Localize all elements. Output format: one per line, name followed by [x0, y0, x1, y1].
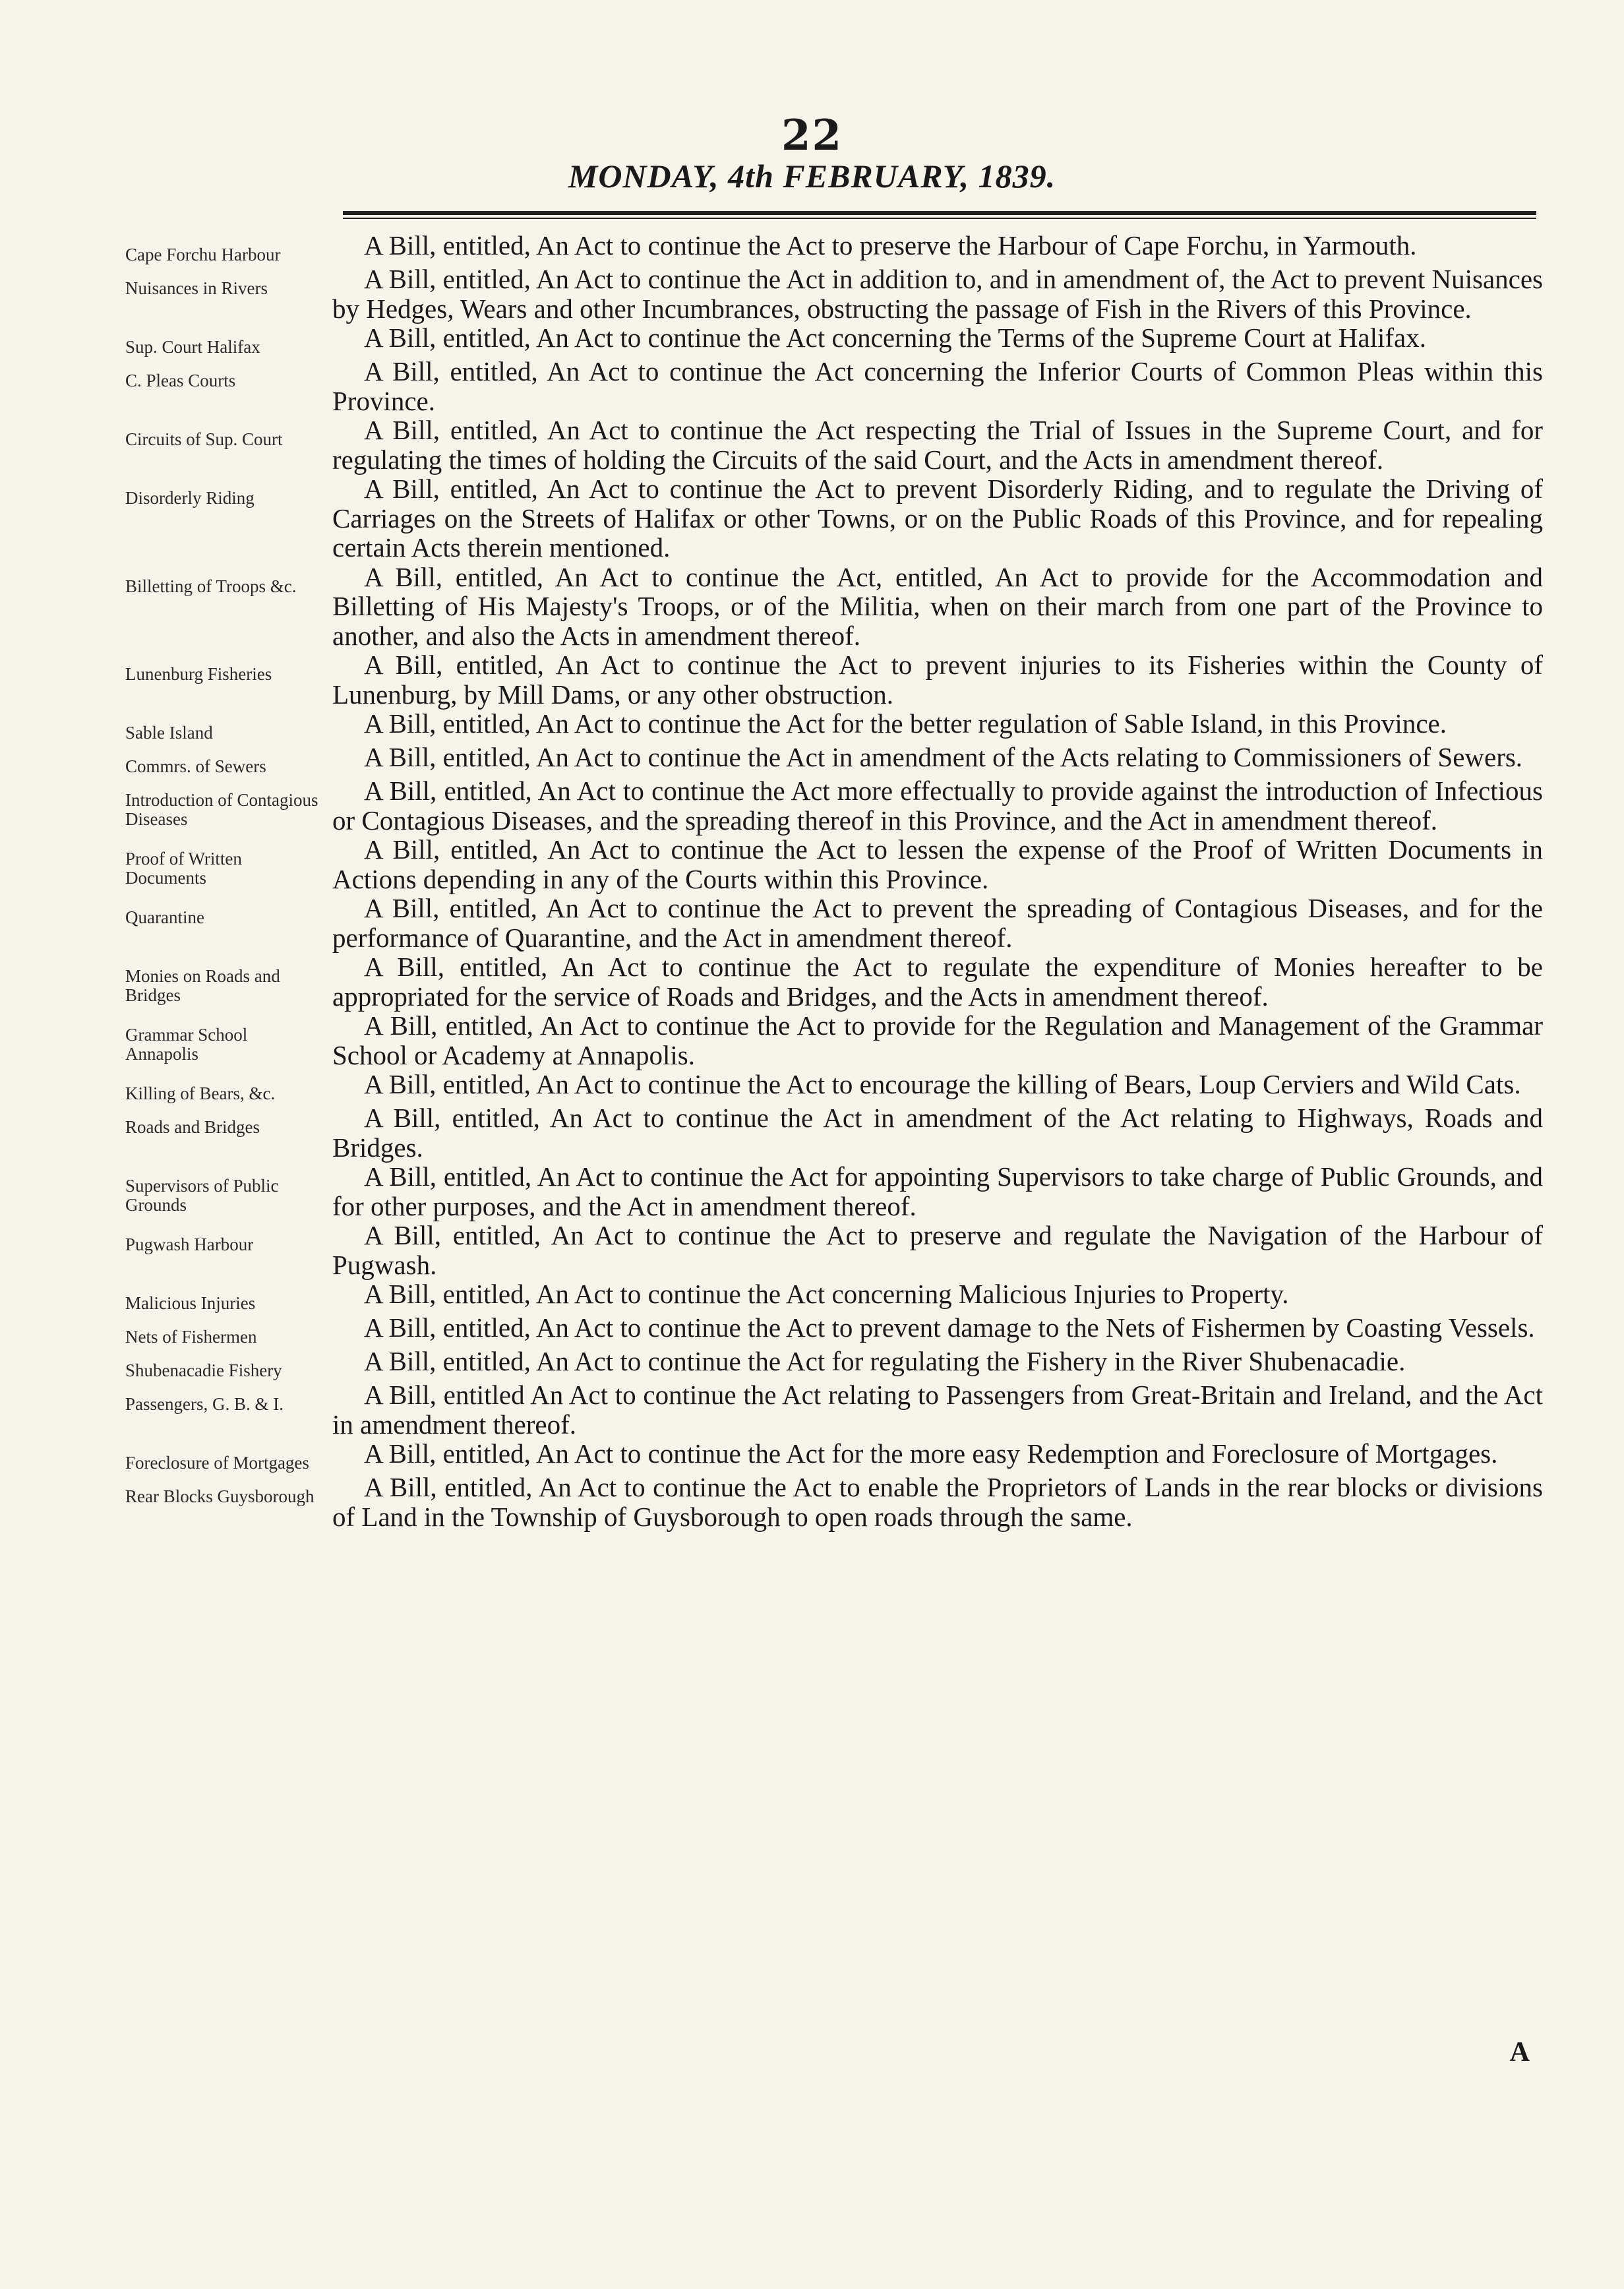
- margin-note: Nuisances in Rivers: [125, 278, 268, 298]
- bill-entry: [125, 1439, 1543, 1473]
- bill-entry: [125, 894, 1543, 952]
- bill-text: A Bill, entitled, An Act to continue the Act for regulating the Fishery in the River Shubenacadie.: [364, 1346, 1406, 1376]
- bill-text: A Bill, entitled, An Act to continue the Act concerning the Terms of the Supreme Court at Halifax.: [364, 322, 1426, 353]
- margin-note: Introduction of Contagious Diseases: [125, 790, 318, 829]
- bill-entry: [125, 1070, 1543, 1103]
- bill-text: A Bill, entitled, An Act to continue the Act in amendment of the Acts relating to Commissioners of Sewers.: [364, 742, 1523, 772]
- bill-text: A Bill, entitled, An Act to continue the Act for appointing Supervisors to take charge of Public Grounds, and for other purposes, and the Act in amendment thereof.: [332, 1161, 1543, 1221]
- date-heading: MONDAY, 4th FEBRUARY, 1839.: [568, 158, 1056, 195]
- bill-entry: [125, 474, 1543, 563]
- bill-entry: [125, 1279, 1543, 1313]
- bill-text: A Bill, entitled, An Act to continue the Act to lessen the expense of the Proof of Written Documents in Actions depending in any of the Courts within this Province.: [332, 834, 1543, 894]
- bill-entry: [125, 952, 1543, 1011]
- margin-note: Passengers, G. B. & I.: [125, 1394, 284, 1414]
- header-rule-thick: [343, 211, 1536, 215]
- bill-entry: [125, 1221, 1543, 1279]
- margin-note: Sable Island: [125, 723, 213, 743]
- catchword: A: [1509, 2037, 1530, 2067]
- bill-text: A Bill, entitled, An Act to continue the Act to prevent Disorderly Riding, and to regulate the Driving of Carriages on the Streets of Halifax or other Towns, or on the Public Roads of this Province, and for repealing certain Acts therein mentioned.: [332, 473, 1543, 563]
- bill-entry: [125, 415, 1543, 474]
- bill-text: A Bill, entitled, An Act to continue the Act to regulate the expenditure of Monies hereafter to be appropriated for the service of Roads and Bridges, and the Acts in amendment thereof.: [332, 952, 1543, 1012]
- bill-entry: [125, 231, 1543, 264]
- bill-entry: [125, 1162, 1543, 1221]
- bill-entry: [125, 323, 1543, 357]
- bill-text: A Bill, entitled, An Act to continue the Act for the more easy Redemption and Foreclosure of Mortgages.: [364, 1438, 1498, 1469]
- margin-note: Lunenburg Fisheries: [125, 664, 272, 684]
- bill-text: A Bill, entitled, An Act to continue the Act for the better regulation of Sable Island, in this Province.: [364, 708, 1447, 739]
- bill-text: A Bill, entitled, An Act to continue the Act concerning Malicious Injuries to Property.: [364, 1279, 1289, 1309]
- margin-note: Quarantine: [125, 907, 204, 927]
- bill-entry: [125, 650, 1543, 709]
- bill-text: A Bill, entitled, An Act to continue the Act to enable the Proprietors of Lands in the rear blocks or divisions of Land in the Township of Guysborough to open roads through the same.: [332, 1472, 1543, 1532]
- bill-text: A Bill, entitled An Act to continue the Act relating to Passengers from Great-Britain and Ireland, and the Act in amendment thereof.: [332, 1380, 1543, 1440]
- bill-text: A Bill, entitled, An Act to continue the Act more effectually to provide against the introduction of Infectious or Contagious Diseases, and the spreading thereof in this Province, and the Act in amendment thereof.: [332, 776, 1543, 836]
- margin-note: Grammar School Annapolis: [125, 1025, 248, 1064]
- bill-entry: [125, 743, 1543, 776]
- bill-text: A Bill, entitled, An Act to continue the Act to preserve and regulate the Navigation of the Harbour of Pugwash.: [332, 1220, 1543, 1280]
- margin-note: Monies on Roads and Bridges: [125, 966, 280, 1005]
- margin-note: Commrs. of Sewers: [125, 756, 266, 776]
- page-number: 22: [781, 111, 843, 160]
- margin-note: C. Pleas Courts: [125, 371, 236, 390]
- bill-entry: [125, 264, 1543, 323]
- bill-entry: [125, 1103, 1543, 1162]
- margin-note: Shubenacadie Fishery: [125, 1360, 282, 1380]
- margin-note: Rear Blocks Guysborough: [125, 1486, 315, 1506]
- bill-text: A Bill, entitled, An Act to continue the Act concerning the Inferior Courts of Common Pleas within this Province.: [332, 356, 1543, 416]
- bill-entries: [125, 231, 1543, 1531]
- margin-note: Billetting of Troops &c.: [125, 576, 297, 596]
- bill-text: A Bill, entitled, An Act to continue the Act to provide for the Regulation and Management of the Grammar School or Academy at Annapolis.: [332, 1010, 1543, 1070]
- margin-note: Foreclosure of Mortgages: [125, 1453, 309, 1473]
- bill-text: A Bill, entitled, An Act to continue the Act to prevent the spreading of Contagious Diseases, and for the performance of Quarantine, and the Act in amendment thereof.: [332, 893, 1543, 953]
- bill-text: A Bill, entitled, An Act to continue the Act respecting the Trial of Issues in the Supreme Court, and for regulating the times of holding the Circuits of the said Court, and the Acts in amendment thereof.: [332, 415, 1543, 475]
- bill-entry: [125, 776, 1543, 835]
- margin-note: Malicious Injuries: [125, 1293, 256, 1313]
- bill-entry: [125, 357, 1543, 415]
- margin-note: Roads and Bridges: [125, 1117, 260, 1137]
- margin-note: Nets of Fishermen: [125, 1327, 257, 1347]
- bill-text: A Bill, entitled, An Act to continue the Act to prevent injuries to its Fisheries within the County of Lunenburg, by Mill Dams, or any other obstruction.: [332, 650, 1543, 710]
- margin-note: Killing of Bears, &c.: [125, 1083, 276, 1103]
- bill-text: A Bill, entitled, An Act to continue the Act to preserve the Harbour of Cape Forchu, in Yarmouth.: [364, 230, 1417, 260]
- header-rule-thin: [343, 218, 1536, 219]
- bill-entry: [125, 1380, 1543, 1439]
- bill-text: A Bill, entitled, An Act to continue the Act to encourage the killing of Bears, Loup Cerviers and Wild Cats.: [364, 1069, 1521, 1099]
- margin-note: Disorderly Riding: [125, 488, 255, 508]
- margin-note: Pugwash Harbour: [125, 1235, 254, 1254]
- bill-entry: [125, 563, 1543, 651]
- bill-entry: [125, 709, 1543, 743]
- margin-note: Circuits of Sup. Court: [125, 429, 283, 449]
- margin-note: Supervisors of Public Grounds: [125, 1176, 279, 1215]
- margin-note: Proof of Written Documents: [125, 849, 242, 888]
- bill-text: A Bill, entitled, An Act to continue the Act to prevent damage to the Nets of Fishermen by Coasting Vessels.: [364, 1312, 1535, 1343]
- bill-text: A Bill, entitled, An Act to continue the Act, entitled, An Act to provide for the Accommodation and Billetting of His Majesty's Troops, or of the Militia, when on their march from one part of the Province to another, and also the Acts in amendment thereof.: [332, 561, 1543, 651]
- bill-entry: [125, 835, 1543, 894]
- bill-text: A Bill, entitled, An Act to continue the Act in amendment of the Act relating to Highways, Roads and Bridges.: [332, 1103, 1543, 1163]
- bill-entry: [125, 1011, 1543, 1070]
- bill-entry: [125, 1347, 1543, 1380]
- margin-note: Sup. Court Halifax: [125, 337, 260, 357]
- margin-note: Cape Forchu Harbour: [125, 245, 281, 264]
- bill-entry: [125, 1473, 1543, 1531]
- bill-entry: [125, 1313, 1543, 1347]
- bill-text: A Bill, entitled, An Act to continue the Act in addition to, and in amendment of, the Act to prevent Nuisances by Hedges, Wears and other Incumbrances, obstructing the passage of Fish in the Rivers of this Province.: [332, 264, 1543, 324]
